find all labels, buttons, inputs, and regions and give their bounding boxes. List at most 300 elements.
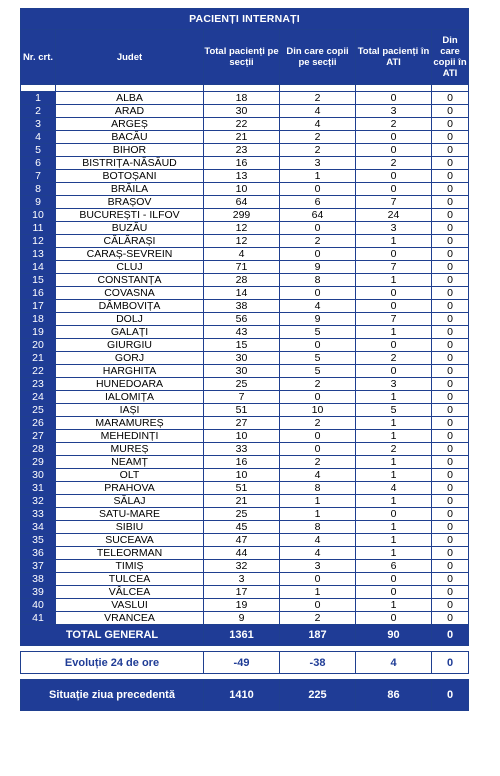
cell-copii-ati: 0	[432, 365, 469, 378]
cell-copii: 5	[280, 326, 356, 339]
total-general-label: TOTAL GENERAL	[21, 625, 204, 646]
cell-total: 47	[204, 534, 280, 547]
cell-copii-ati: 0	[432, 183, 469, 196]
precedenta-copii: 225	[280, 680, 356, 711]
header-total: Total pacienți pe secții	[204, 30, 280, 85]
table-row	[21, 352, 469, 365]
cell-judet: PRAHOVA	[56, 482, 204, 495]
cell-copii: 2	[280, 92, 356, 105]
total-general-copii: 187	[280, 625, 356, 646]
summary-body	[21, 625, 469, 711]
cell-copii: 3	[280, 157, 356, 170]
cell-ati: 4	[356, 482, 432, 495]
cell-judet: HUNEDOARA	[56, 378, 204, 391]
cell-judet: NEAMȚ	[56, 456, 204, 469]
cell-judet: BIHOR	[56, 144, 204, 157]
table-row	[21, 599, 469, 612]
cell-copii: 4	[280, 118, 356, 131]
cell-copii: 3	[280, 560, 356, 573]
cell-total: 21	[204, 495, 280, 508]
cell-copii: 4	[280, 547, 356, 560]
cell-copii: 0	[280, 248, 356, 261]
table-row	[21, 560, 469, 573]
cell-ati: 3	[356, 105, 432, 118]
cell-copii: 1	[280, 508, 356, 521]
evolutie-copii: -38	[280, 652, 356, 674]
table-row	[21, 235, 469, 248]
cell-total: 10	[204, 430, 280, 443]
cell-judet: DOLJ	[56, 313, 204, 326]
cell-ati: 2	[356, 157, 432, 170]
cell-copii-ati: 0	[432, 222, 469, 235]
table-row	[21, 508, 469, 521]
cell-judet: SUCEAVA	[56, 534, 204, 547]
header-copii: Din care copii pe secții	[280, 30, 356, 85]
cell-judet: TIMIȘ	[56, 560, 204, 573]
cell-judet: GORJ	[56, 352, 204, 365]
table-row	[21, 131, 469, 144]
cell-nr: 31	[21, 482, 56, 495]
cell-judet: TULCEA	[56, 573, 204, 586]
cell-copii-ati: 0	[432, 209, 469, 222]
cell-judet: SĂLAJ	[56, 495, 204, 508]
cell-total: 51	[204, 404, 280, 417]
cell-copii-ati: 0	[432, 235, 469, 248]
cell-ati: 0	[356, 248, 432, 261]
cell-ati: 1	[356, 521, 432, 534]
cell-copii-ati: 0	[432, 456, 469, 469]
cell-nr: 5	[21, 144, 56, 157]
cell-copii-ati: 0	[432, 352, 469, 365]
table-row	[21, 92, 469, 105]
cell-copii-ati: 0	[432, 404, 469, 417]
cell-nr: 1	[21, 92, 56, 105]
table-row	[21, 105, 469, 118]
cell-copii: 2	[280, 456, 356, 469]
cell-total: 14	[204, 287, 280, 300]
cell-total: 10	[204, 183, 280, 196]
table-row	[21, 287, 469, 300]
cell-copii: 0	[280, 599, 356, 612]
cell-total: 25	[204, 508, 280, 521]
cell-judet: BRAȘOV	[56, 196, 204, 209]
cell-copii: 2	[280, 235, 356, 248]
cell-ati: 0	[356, 183, 432, 196]
cell-judet: ALBA	[56, 92, 204, 105]
cell-judet: CARAȘ-SEVREIN	[56, 248, 204, 261]
cell-total: 30	[204, 105, 280, 118]
cell-copii: 9	[280, 313, 356, 326]
header-judet: Judet	[56, 30, 204, 85]
cell-nr: 2	[21, 105, 56, 118]
cell-copii-ati: 0	[432, 612, 469, 625]
table-row	[21, 300, 469, 313]
cell-ati: 0	[356, 586, 432, 599]
cell-copii: 0	[280, 222, 356, 235]
cell-copii: 8	[280, 482, 356, 495]
cell-copii-ati: 0	[432, 274, 469, 287]
cell-total: 19	[204, 599, 280, 612]
cell-total: 15	[204, 339, 280, 352]
cell-ati: 0	[356, 287, 432, 300]
cell-nr: 39	[21, 586, 56, 599]
cell-copii: 0	[280, 287, 356, 300]
cell-total: 18	[204, 92, 280, 105]
cell-ati: 0	[356, 365, 432, 378]
cell-ati: 1	[356, 326, 432, 339]
cell-judet: VRANCEA	[56, 612, 204, 625]
header-ati: Total pacienți în ATI	[356, 30, 432, 85]
table-row	[21, 261, 469, 274]
cell-ati: 1	[356, 534, 432, 547]
cell-total: 56	[204, 313, 280, 326]
cell-copii-ati: 0	[432, 92, 469, 105]
table-row	[21, 495, 469, 508]
cell-nr: 18	[21, 313, 56, 326]
cell-copii-ati: 0	[432, 482, 469, 495]
cell-nr: 38	[21, 573, 56, 586]
cell-total: 45	[204, 521, 280, 534]
cell-ati: 1	[356, 417, 432, 430]
cell-copii-ati: 0	[432, 534, 469, 547]
cell-judet: COVASNA	[56, 287, 204, 300]
cell-copii-ati: 0	[432, 547, 469, 560]
cell-nr: 33	[21, 508, 56, 521]
evolutie-copii-ati: 0	[432, 652, 469, 674]
cell-copii: 1	[280, 495, 356, 508]
cell-judet: BUCUREȘTI - ILFOV	[56, 209, 204, 222]
cell-ati: 1	[356, 430, 432, 443]
header-spacer-row	[21, 85, 469, 92]
cell-copii: 9	[280, 261, 356, 274]
cell-nr: 12	[21, 235, 56, 248]
cell-copii-ati: 0	[432, 157, 469, 170]
precedenta-label: Situație ziua precedentă	[21, 680, 204, 711]
table-row	[21, 118, 469, 131]
cropped-top-text	[0, 0, 140, 6]
total-general-ati: 90	[356, 625, 432, 646]
cell-nr: 24	[21, 391, 56, 404]
cell-ati: 5	[356, 404, 432, 417]
cell-total: 44	[204, 547, 280, 560]
cell-judet: BACĂU	[56, 131, 204, 144]
cell-judet: IAȘI	[56, 404, 204, 417]
cell-copii-ati: 0	[432, 248, 469, 261]
cell-nr: 9	[21, 196, 56, 209]
table-row	[21, 274, 469, 287]
table-row	[21, 196, 469, 209]
cell-total: 3	[204, 573, 280, 586]
cell-total: 32	[204, 560, 280, 573]
patients-table	[20, 8, 469, 711]
cell-ati: 6	[356, 560, 432, 573]
cell-total: 43	[204, 326, 280, 339]
cell-copii: 1	[280, 586, 356, 599]
table-row	[21, 586, 469, 599]
cell-nr: 10	[21, 209, 56, 222]
table-row	[21, 443, 469, 456]
cell-nr: 34	[21, 521, 56, 534]
total-general-copii-ati: 0	[432, 625, 469, 646]
cell-judet: GIURGIU	[56, 339, 204, 352]
cell-total: 12	[204, 235, 280, 248]
cell-ati: 3	[356, 378, 432, 391]
cell-total: 64	[204, 196, 280, 209]
table-row	[21, 378, 469, 391]
cell-judet: ARAD	[56, 105, 204, 118]
cell-copii: 0	[280, 183, 356, 196]
cell-copii: 0	[280, 430, 356, 443]
table-row	[21, 157, 469, 170]
table-row	[21, 313, 469, 326]
cell-copii: 0	[280, 573, 356, 586]
precedenta-total: 1410	[204, 680, 280, 711]
cell-nr: 19	[21, 326, 56, 339]
cell-total: 299	[204, 209, 280, 222]
table-row	[21, 365, 469, 378]
table-row	[21, 391, 469, 404]
cell-ati: 1	[356, 495, 432, 508]
table-row	[21, 144, 469, 157]
cell-nr: 11	[21, 222, 56, 235]
cell-ati: 1	[356, 547, 432, 560]
cell-total: 25	[204, 378, 280, 391]
cell-ati: 1	[356, 599, 432, 612]
cell-ati: 0	[356, 92, 432, 105]
cell-copii-ati: 0	[432, 118, 469, 131]
table-row	[21, 248, 469, 261]
cell-copii-ati: 0	[432, 560, 469, 573]
cell-judet: MARAMUREȘ	[56, 417, 204, 430]
cell-copii-ati: 0	[432, 378, 469, 391]
cell-nr: 22	[21, 365, 56, 378]
table-row	[21, 404, 469, 417]
cell-judet: VÂLCEA	[56, 586, 204, 599]
cell-copii-ati: 0	[432, 599, 469, 612]
table-row	[21, 417, 469, 430]
cell-nr: 41	[21, 612, 56, 625]
table-row	[21, 547, 469, 560]
cell-copii-ati: 0	[432, 261, 469, 274]
cell-nr: 35	[21, 534, 56, 547]
table-row	[21, 339, 469, 352]
table-row	[21, 573, 469, 586]
cell-copii-ati: 0	[432, 391, 469, 404]
cell-copii-ati: 0	[432, 196, 469, 209]
cell-judet: OLT	[56, 469, 204, 482]
cell-copii-ati: 0	[432, 443, 469, 456]
cell-total: 28	[204, 274, 280, 287]
table-row	[21, 482, 469, 495]
cell-ati: 1	[356, 235, 432, 248]
cell-copii: 5	[280, 352, 356, 365]
cell-copii: 4	[280, 300, 356, 313]
cell-ati: 2	[356, 443, 432, 456]
cell-nr: 37	[21, 560, 56, 573]
cell-copii-ati: 0	[432, 287, 469, 300]
cell-ati: 1	[356, 469, 432, 482]
cell-nr: 36	[21, 547, 56, 560]
cell-copii: 0	[280, 339, 356, 352]
cell-total: 27	[204, 417, 280, 430]
cell-copii: 2	[280, 378, 356, 391]
evolutie-row	[21, 652, 469, 674]
cell-nr: 8	[21, 183, 56, 196]
header-copii-ati: Din care copii în ATI	[432, 30, 469, 85]
cell-copii-ati: 0	[432, 144, 469, 157]
cell-total: 9	[204, 612, 280, 625]
table-row	[21, 222, 469, 235]
table-row	[21, 612, 469, 625]
cell-nr: 21	[21, 352, 56, 365]
cell-judet: CLUJ	[56, 261, 204, 274]
cell-ati: 0	[356, 170, 432, 183]
cell-nr: 32	[21, 495, 56, 508]
cell-copii-ati: 0	[432, 313, 469, 326]
cell-judet: DÂMBOVIȚA	[56, 300, 204, 313]
evolutie-total: -49	[204, 652, 280, 674]
table-row	[21, 430, 469, 443]
cell-judet: BOTOȘANI	[56, 170, 204, 183]
cell-total: 30	[204, 365, 280, 378]
cell-copii-ati: 0	[432, 326, 469, 339]
cell-copii-ati: 0	[432, 495, 469, 508]
cell-copii-ati: 0	[432, 131, 469, 144]
cell-copii-ati: 0	[432, 586, 469, 599]
cell-nr: 17	[21, 300, 56, 313]
cell-ati: 0	[356, 573, 432, 586]
cell-nr: 13	[21, 248, 56, 261]
cell-total: 4	[204, 248, 280, 261]
cell-copii: 10	[280, 404, 356, 417]
cell-total: 23	[204, 144, 280, 157]
cell-judet: BRĂILA	[56, 183, 204, 196]
cell-judet: CĂLĂRAȘI	[56, 235, 204, 248]
cell-total: 17	[204, 586, 280, 599]
cell-copii-ati: 0	[432, 573, 469, 586]
cell-judet: VASLUI	[56, 599, 204, 612]
table-row	[21, 170, 469, 183]
cell-copii-ati: 0	[432, 430, 469, 443]
cell-judet: HARGHITA	[56, 365, 204, 378]
cell-copii: 8	[280, 521, 356, 534]
cell-judet: BISTRIȚA-NĂSĂUD	[56, 157, 204, 170]
cell-copii: 4	[280, 534, 356, 547]
precedenta-ati: 86	[356, 680, 432, 711]
header-row	[21, 30, 469, 85]
cell-copii: 2	[280, 417, 356, 430]
cell-total: 38	[204, 300, 280, 313]
cell-total: 7	[204, 391, 280, 404]
table-row	[21, 183, 469, 196]
cell-ati: 3	[356, 222, 432, 235]
cell-total: 16	[204, 157, 280, 170]
cell-ati: 0	[356, 339, 432, 352]
cell-copii: 5	[280, 365, 356, 378]
cell-total: 16	[204, 456, 280, 469]
cell-ati: 0	[356, 612, 432, 625]
cell-nr: 4	[21, 131, 56, 144]
cell-nr: 40	[21, 599, 56, 612]
cell-ati: 2	[356, 352, 432, 365]
cell-copii-ati: 0	[432, 417, 469, 430]
cell-judet: SATU-MARE	[56, 508, 204, 521]
cell-ati: 0	[356, 300, 432, 313]
cell-nr: 27	[21, 430, 56, 443]
cell-copii: 8	[280, 274, 356, 287]
cell-copii: 2	[280, 131, 356, 144]
cell-judet: GALAȚI	[56, 326, 204, 339]
cell-copii: 0	[280, 443, 356, 456]
cell-total: 71	[204, 261, 280, 274]
cell-nr: 14	[21, 261, 56, 274]
header-nr: Nr. crt.	[21, 30, 56, 85]
cell-copii: 1	[280, 170, 356, 183]
precedenta-copii-ati: 0	[432, 680, 469, 711]
cell-copii-ati: 0	[432, 469, 469, 482]
cell-nr: 23	[21, 378, 56, 391]
cell-judet: BUZĂU	[56, 222, 204, 235]
cell-total: 33	[204, 443, 280, 456]
cell-ati: 1	[356, 456, 432, 469]
total-general-row	[21, 625, 469, 646]
cell-copii-ati: 0	[432, 521, 469, 534]
table-row	[21, 521, 469, 534]
cell-total: 30	[204, 352, 280, 365]
table-row	[21, 456, 469, 469]
evolutie-label: Evoluție 24 de ore	[21, 652, 204, 674]
cell-judet: MEHEDINȚI	[56, 430, 204, 443]
cell-copii: 64	[280, 209, 356, 222]
cell-copii-ati: 0	[432, 339, 469, 352]
cell-nr: 15	[21, 274, 56, 287]
cell-judet: IALOMIȚA	[56, 391, 204, 404]
cell-judet: ARGEȘ	[56, 118, 204, 131]
cell-copii: 2	[280, 612, 356, 625]
cell-nr: 3	[21, 118, 56, 131]
cell-ati: 0	[356, 508, 432, 521]
cell-nr: 6	[21, 157, 56, 170]
cell-copii: 6	[280, 196, 356, 209]
cell-copii-ati: 0	[432, 508, 469, 521]
cell-ati: 7	[356, 196, 432, 209]
cell-nr: 28	[21, 443, 56, 456]
cell-ati: 2	[356, 118, 432, 131]
cell-copii-ati: 0	[432, 170, 469, 183]
cell-ati: 0	[356, 144, 432, 157]
cell-copii: 4	[280, 469, 356, 482]
total-general-total: 1361	[204, 625, 280, 646]
cell-total: 12	[204, 222, 280, 235]
cell-copii: 2	[280, 144, 356, 157]
cell-total: 10	[204, 469, 280, 482]
cell-nr: 26	[21, 417, 56, 430]
cell-total: 21	[204, 131, 280, 144]
cell-judet: TELEORMAN	[56, 547, 204, 560]
cell-copii: 0	[280, 391, 356, 404]
cell-judet: SIBIU	[56, 521, 204, 534]
cell-total: 51	[204, 482, 280, 495]
cell-nr: 7	[21, 170, 56, 183]
cell-ati: 1	[356, 274, 432, 287]
table-body	[21, 85, 469, 625]
cell-total: 13	[204, 170, 280, 183]
cell-ati: 7	[356, 313, 432, 326]
cell-nr: 20	[21, 339, 56, 352]
table-title: PACIENȚI INTERNAȚI	[21, 9, 469, 30]
cell-judet: CONSTANȚA	[56, 274, 204, 287]
evolutie-ati: 4	[356, 652, 432, 674]
